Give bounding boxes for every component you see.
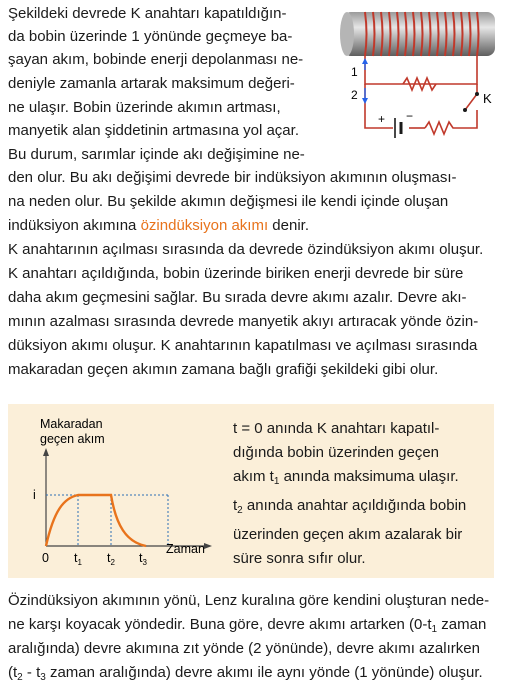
para2-line-2: K anahtarı açıldığında, bobin üzerinde biriken enerji devrede bir süre <box>8 265 464 282</box>
intro-line-6: manyetik alan şiddetinin artmasına yol açar. <box>8 122 299 139</box>
battery-plus-label: + <box>378 112 386 126</box>
current-curve <box>46 495 146 546</box>
x-axis-arrow-icon <box>204 543 212 549</box>
side-line-6: süre sonra sıfır olur. <box>233 550 366 567</box>
ytick-i: i <box>33 488 36 502</box>
intro-line-10 <box>8 214 309 238</box>
arrow-head-up-icon <box>362 58 368 64</box>
direction-2-label: 2 <box>351 88 358 102</box>
intro-line-10c: denir. <box>268 217 310 234</box>
graph-explanation <box>233 417 493 571</box>
intro-line-2: da bobin üzerinde 1 yönünde geçmeye ba- <box>8 28 293 45</box>
term-ozinduksiyon: özindüksiyon akımı <box>140 217 269 234</box>
circuit-diagram <box>335 0 505 160</box>
xtick-t2: $t_2$ <box>107 551 115 567</box>
para2-line-5: düksiyon akımı oluşur. K anahtarının kapatılması ve açılması sırasında <box>8 337 478 354</box>
para3-line-1: Özindüksiyon akımının yönü, Lenz kuralına göre kendini oluşturan nede- <box>8 592 490 609</box>
intro-line-10a: indüksiyon akımına <box>8 217 141 234</box>
intro-line-1: Şekildeki devrede K anahtarı kapatıldığın- <box>8 5 287 22</box>
switch-pivot <box>475 92 479 96</box>
current-time-graph <box>18 410 218 575</box>
para3-line-3: aralığında) devre akımına zıt yönde (2 yönünde), devre akımı azalırken <box>8 640 480 657</box>
graph-xlabel: Zaman <box>166 542 205 556</box>
para2-line-6: makaradan geçen akımın zamana bağlı grafiği şekildeki gibi olur. <box>8 361 439 378</box>
switch-k-label: K <box>483 91 492 106</box>
battery-minus-label: − <box>406 109 414 123</box>
para2-line-3: daha akım geçmesini sağlar. Bu sırada devre akımı azalır. Devre akı- <box>8 289 467 306</box>
direction-1-label: 1 <box>351 65 358 79</box>
para2-line-4: mının azalması sırasında devrede manyetik akıyı artıracak yönde özin- <box>8 313 479 330</box>
arrow-head-down-icon <box>362 98 368 104</box>
intro-line-9: na neden olur. Bu şekilde akımın değişmesi ile kendi içinde oluşan <box>8 193 449 210</box>
side-line-2: dığında bobin üzerinden geçen <box>233 444 440 461</box>
switch-contact <box>463 108 467 112</box>
side-line-3: akım $t_1$ anında maksimuma ulaşır. <box>233 468 459 487</box>
coil-core-end <box>340 12 354 56</box>
side-line-5: üzerinden geçen akım azalarak bir <box>233 526 463 543</box>
para3-line-2: ne karşı koyacak yöndedir. Buna göre, devre akımı artarken ($0-t_1$ zaman <box>8 616 487 635</box>
para2-line-1: K anahtarının açılması sırasında da devrede özindüksiyon akımı oluşur. <box>8 241 484 258</box>
xtick-0: 0 <box>42 551 49 565</box>
graph-box <box>8 404 494 578</box>
graph-ylabel-1: Makaradan <box>40 417 103 431</box>
y-axis-arrow-icon <box>43 448 49 456</box>
intro-line-3: şayan akım, bobinde enerji depolanması ne- <box>8 51 304 68</box>
intro-line-5: ne ulaşır. Bobin üzerinde akımın artması, <box>8 99 281 116</box>
xtick-t3: $t_3$ <box>139 551 147 567</box>
intro-line-4: deniyle zamanla artarak maksimum değeri- <box>8 75 295 92</box>
side-line-4: $t_2$ anında anahtar açıldığında bobin <box>233 497 467 516</box>
side-line-1: t = 0 anında K anahtarı kapatıl- <box>233 420 440 437</box>
intro-line-8: den olur. Bu akı değişimi devrede bir indüksiyon akımının oluşması- <box>8 169 457 186</box>
graph-ylabel-2: geçen akım <box>40 432 105 446</box>
xtick-t1: $t_1$ <box>74 551 82 567</box>
para3-line-4: ($t_2 - t_3$ zaman aralığında) devre akımı ile aynı yönde (1 yönünde) oluşur. <box>8 664 483 683</box>
resistor-bottom <box>425 122 455 134</box>
intro-line-7: Bu durum, sarımlar içinde akı değişimine ne- <box>8 146 305 163</box>
